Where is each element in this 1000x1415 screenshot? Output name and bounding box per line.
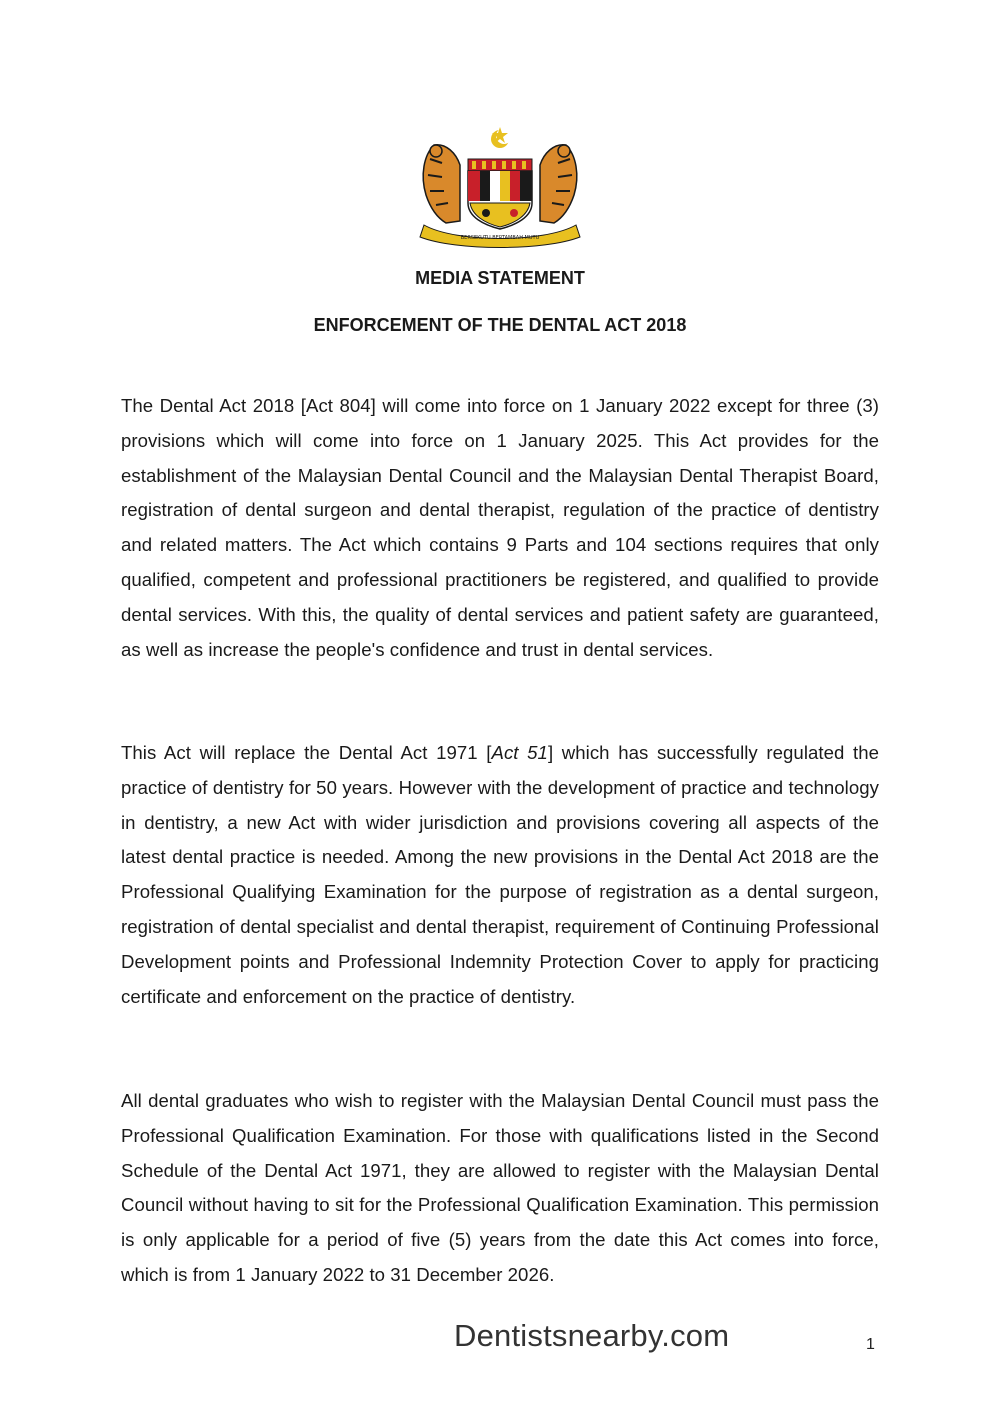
paragraph-2-text-start: This Act will replace the Dental Act 1971 [ <box>121 742 492 763</box>
watermark-text: Dentistsnearby.com <box>454 1318 730 1353</box>
document-subtitle: ENFORCEMENT OF THE DENTAL ACT 2018 <box>313 315 687 335</box>
body-paragraph-1: The Dental Act 2018 [Act 804] will come into force on 1 January 2022 except for three (3) provisions which will come into force on 1 January 2025. This Act provides for the establishment of the Malaysian Dental Council and the Malaysian Dental Therapist Board, registration of dental surgeon and dental therapist, regulation of the practice of dentistry and related matters. The Act which contains 9 Parts and 104 sections requires that only qualified, competent and professional practitioners be registered, and qualified to provide dental services. With this, the quality of dental services and patient safety are guaranteed, as well as increase the people's confidence and trust in dental services. <box>121 395 879 660</box>
paragraph-2-text-end: ] which has successfully regulated the practice of dentistry for 50 years. However with the development of practice and technology in dentistry, a new Act with wider jurisdiction and provisions covering all aspects of the latest dental practice is needed. Among the new provisions in the Dental Act 2018 are the Professional Qualifying Examination for the purpose of registration as a dental surgeon, registration of dental specialist and dental therapist, requirement of Continuing Professional Development points and Professional Indemnity Protection Cover to apply for practicing certificate and enforcement on the practice of dentistry. <box>121 742 880 1007</box>
body-paragraph-2 <box>121 736 879 1014</box>
coat-of-arms-icon <box>416 125 584 250</box>
act-51-reference: Act 51 <box>491 742 548 763</box>
document-title: MEDIA STATEMENT <box>415 268 585 288</box>
page-number: 1 <box>866 1336 875 1353</box>
svg-text:BERSEKUTU BERTAMBAH MUTU: BERSEKUTU BERTAMBAH MUTU <box>460 235 540 241</box>
body-paragraph-3: All dental graduates who wish to register with the Malaysian Dental Council must pass the Professional Qualification Examination. For those with qualifications listed in the Second Schedule of the Dental Act 1971, they are allowed to register with the Malaysian Dental Council without having to sit for the Professional Qualification Examination. This permission is only applicable for a period of five (5) years from the date this Act comes into force, which is from 1 January 2022 to 31 December 2026. <box>121 1090 879 1285</box>
